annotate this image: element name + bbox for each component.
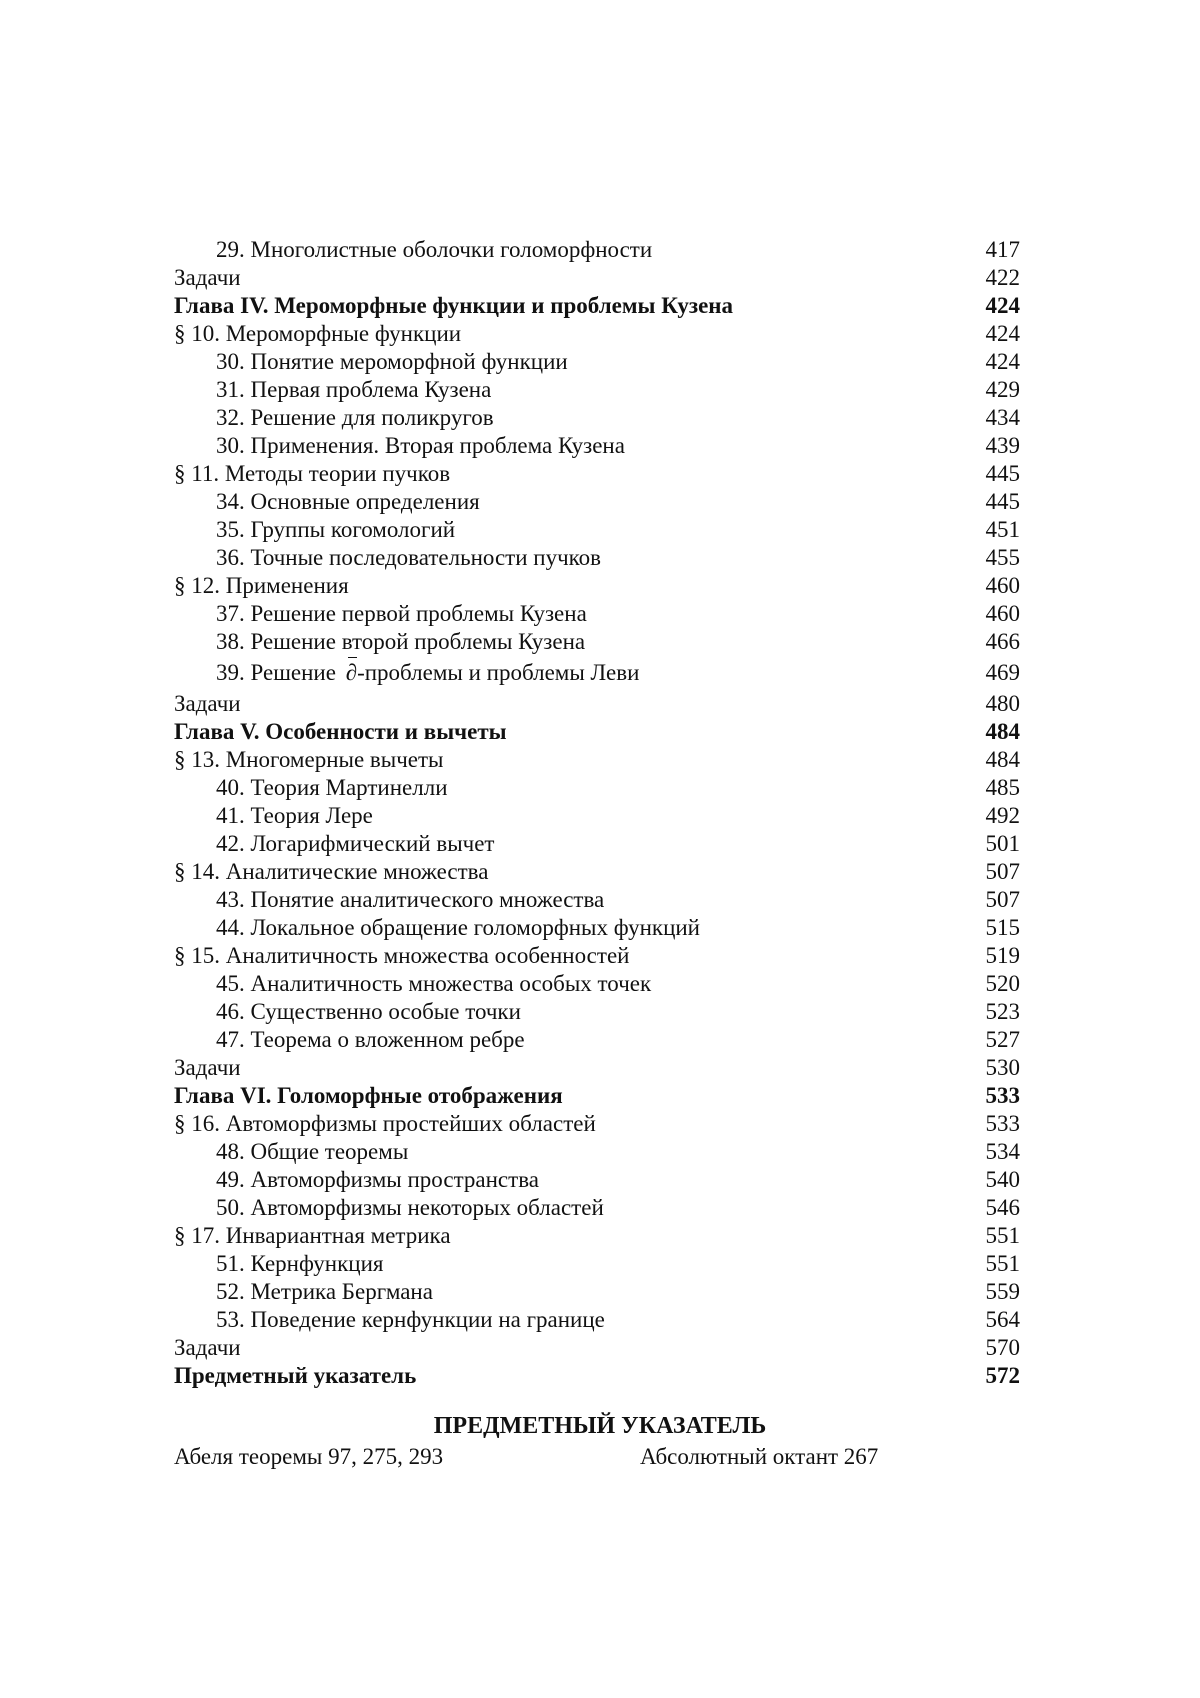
- toc-entry-text: 34. Основные определения: [216, 489, 480, 514]
- toc-entry-title: [174, 1083, 563, 1108]
- toc-entry-title: [174, 747, 444, 772]
- toc-page-number: 484: [985, 719, 1020, 744]
- toc-entry-title: [174, 971, 651, 996]
- toc-entry-text: 51. Кернфункция: [216, 1251, 384, 1276]
- toc-entry-text: 31. Первая проблема Кузена: [216, 377, 492, 402]
- toc-subsection-row: [174, 600, 1020, 628]
- toc-section-row: [174, 1222, 1020, 1250]
- toc-entry-text: 30. Понятие мероморфной функции: [216, 349, 568, 374]
- toc-subsection-row: [174, 1278, 1020, 1306]
- toc-entry-text: Задачи: [174, 691, 241, 716]
- toc-page-number: 492: [985, 803, 1020, 828]
- toc-section-row: [174, 1334, 1020, 1362]
- toc-entry-text: 47. Теорема о вложенном ребре: [216, 1027, 525, 1052]
- toc-subsection-row: [174, 432, 1020, 460]
- toc-subsection-row: [174, 830, 1020, 858]
- toc-entry-text: Глава VI. Голоморфные отображения: [174, 1083, 563, 1108]
- toc-subsection-row: [174, 516, 1020, 544]
- toc-page-number: 519: [985, 943, 1020, 968]
- toc-section-row: [174, 460, 1020, 488]
- toc-page-number: 439: [985, 433, 1020, 458]
- toc-entry-title: [174, 1027, 525, 1052]
- toc-entry-text: § 11. Методы теории пучков: [174, 461, 451, 486]
- toc-entry-text: 32. Решение для поликругов: [216, 405, 494, 430]
- dbar-symbol: ∂: [346, 656, 357, 690]
- toc-subsection-row: [174, 376, 1020, 404]
- toc-entry-title: [174, 517, 455, 542]
- toc-section-row: [174, 858, 1020, 886]
- toc-entry-title: [174, 461, 450, 486]
- toc-chapter-row: [174, 292, 1020, 320]
- toc-entry-text: 30. Применения. Вторая проблема Кузена: [216, 433, 625, 458]
- toc-entry-title: [174, 1055, 241, 1080]
- index-entry: Абеля теоремы 97, 275, 293: [174, 1444, 444, 1469]
- subject-index-entries: [174, 1441, 1020, 1473]
- toc-chapter-row: [174, 1082, 1020, 1110]
- toc-subsection-row: [174, 348, 1020, 376]
- toc-page-number: 434: [985, 405, 1020, 430]
- toc-subsection-row: [174, 774, 1020, 802]
- toc-entry-title: [174, 293, 733, 318]
- toc-entry-text: 46. Существенно особые точки: [216, 999, 521, 1024]
- toc-entry-text: 29. Многолистные оболочки голоморфности: [216, 237, 653, 262]
- toc-entry-text: 53. Поведение кернфункции на границе: [216, 1307, 605, 1332]
- toc-page-number: 523: [985, 999, 1020, 1024]
- toc-entry-title: [174, 999, 521, 1024]
- toc-page-number: 551: [985, 1223, 1020, 1248]
- toc-subsection-row: [174, 1138, 1020, 1166]
- toc-entry-text: Задачи: [174, 1335, 241, 1360]
- index-entry: Абсолютный октант 267: [640, 1444, 879, 1469]
- toc-page-number: 533: [985, 1111, 1020, 1136]
- toc-entry-text: 40. Теория Мартинелли: [216, 775, 448, 800]
- toc-entry-title: [174, 1307, 605, 1332]
- toc-page-number: 520: [985, 971, 1020, 996]
- toc-page-number: 507: [985, 859, 1020, 884]
- toc-entry-title: [174, 377, 491, 402]
- toc-page-number: 417: [985, 237, 1020, 262]
- toc-entry-text: 45. Аналитичность множества особых точек: [216, 971, 652, 996]
- toc-page-number: 530: [985, 1055, 1020, 1080]
- toc-page-number: 424: [985, 321, 1020, 346]
- toc-chapter-row: [174, 1362, 1020, 1390]
- toc-entry-text: § 17. Инвариантная метрика: [174, 1223, 451, 1248]
- toc-section-row: [174, 690, 1020, 718]
- toc-entry-title: [174, 1223, 451, 1248]
- toc-entry-text: § 10. Мероморфные функции: [174, 321, 462, 346]
- toc-entry-text: Предметный указатель: [174, 1363, 417, 1388]
- toc-page-number: 445: [985, 461, 1020, 486]
- toc-entry-text: § 12. Применения: [174, 573, 349, 598]
- toc-entry-text: 43. Понятие аналитического множества: [216, 887, 605, 912]
- toc-section-row: [174, 572, 1020, 600]
- toc-entry-title: [174, 573, 349, 598]
- toc-entry-text: Задачи: [174, 1055, 241, 1080]
- toc-entry-text: 52. Метрика Бергмана: [216, 1279, 433, 1304]
- toc-entry-title: [174, 887, 604, 912]
- toc-page-number: 460: [985, 573, 1020, 598]
- toc-entry-text: 49. Автоморфизмы пространства: [216, 1167, 539, 1192]
- toc-page-number: 534: [985, 1139, 1020, 1164]
- toc-entry-title: [174, 545, 601, 570]
- toc-subsection-row: [174, 970, 1020, 998]
- toc-subsection-row: [174, 236, 1020, 264]
- toc-entry-text: 48. Общие теоремы: [216, 1139, 409, 1164]
- toc-entry-text: 42. Логарифмический вычет: [216, 831, 495, 856]
- toc-section-row: [174, 746, 1020, 774]
- toc-page-number: 540: [985, 1167, 1020, 1192]
- toc-entry-text: 41. Теория Лере: [216, 803, 373, 828]
- toc-entry-text-continued: -проблемы и проблемы Леви: [357, 660, 640, 685]
- toc-subsection-row: [174, 1166, 1020, 1194]
- toc-page-number: 469: [985, 660, 1020, 685]
- toc-page-number: 533: [985, 1083, 1020, 1108]
- toc-entry-text: 36. Точные последовательности пучков: [216, 545, 602, 570]
- toc-entry-text: Глава V. Особенности и вычеты: [174, 719, 507, 744]
- toc-page-number: 445: [985, 489, 1020, 514]
- toc-section-row: [174, 942, 1020, 970]
- toc-entry-title: [174, 1167, 539, 1192]
- toc-entry-text: 50. Автоморфизмы некоторых областей: [216, 1195, 604, 1220]
- toc-page-number: 527: [985, 1027, 1020, 1052]
- toc-subsection-row: [174, 998, 1020, 1026]
- toc-subsection-row: [174, 1026, 1020, 1054]
- toc-entry-text: Глава IV. Мероморфные функции и проблемы Кузена: [174, 293, 734, 318]
- toc-page-number: 572: [985, 1363, 1020, 1388]
- toc-page-number: 570: [985, 1335, 1020, 1360]
- toc-subsection-row: [174, 488, 1020, 516]
- toc-subsection-row: [174, 628, 1020, 656]
- toc-page-number: 564: [985, 1307, 1020, 1332]
- toc-page-number: 429: [985, 377, 1020, 402]
- toc-entry-title: [174, 775, 448, 800]
- toc-entry-text: 37. Решение первой проблемы Кузена: [216, 601, 587, 626]
- toc-page-number: 485: [985, 775, 1020, 800]
- toc-entry-title: [174, 1111, 596, 1136]
- toc-entry-title: [174, 265, 241, 290]
- toc-entry-title: [174, 349, 568, 374]
- toc-entry-text: Задачи: [174, 265, 241, 290]
- toc-entry-title: [174, 943, 629, 968]
- toc-section-row: [174, 264, 1020, 292]
- toc-chapter-row: [174, 718, 1020, 746]
- toc-page-number: 484: [985, 747, 1020, 772]
- toc-subsection-row: [174, 886, 1020, 914]
- toc-page-number: 424: [985, 349, 1020, 374]
- toc-subsection-row: [174, 914, 1020, 942]
- toc-entry-title: [174, 237, 652, 262]
- toc-entry-text: § 15. Аналитичность множества особенностей: [174, 943, 630, 968]
- toc-entry-text: 39. Решение: [216, 660, 336, 685]
- toc-entry-title: [174, 1279, 433, 1304]
- toc-subsection-row: [174, 1194, 1020, 1222]
- toc-entry-title: [174, 691, 241, 716]
- toc-entry-text: § 13. Многомерные вычеты: [174, 747, 444, 772]
- toc-entry-title: [174, 489, 480, 514]
- subject-index-heading: ПРЕДМЕТНЫЙ УКАЗАТЕЛЬ: [433, 1413, 767, 1439]
- toc-entry-title: [174, 1363, 416, 1388]
- toc-entry-title: [174, 859, 488, 884]
- toc-page-number: 551: [985, 1251, 1020, 1276]
- toc-entry-title: [174, 803, 373, 828]
- toc-entry-title: [174, 1195, 604, 1220]
- toc-entry-text: § 14. Аналитические множества: [174, 859, 489, 884]
- toc-entry-title: [174, 1335, 241, 1360]
- toc-entry-text: 44. Локальное обращение голоморфных функций: [216, 915, 700, 940]
- toc-entry-text: 38. Решение второй проблемы Кузена: [216, 629, 586, 654]
- toc-page-number: 455: [985, 545, 1020, 570]
- toc-entry-title: [174, 1139, 408, 1164]
- toc-section-row: [174, 1054, 1020, 1082]
- toc-subsection-row: [174, 544, 1020, 572]
- toc-page-number: 480: [985, 691, 1020, 716]
- toc-entry-title: [174, 915, 700, 940]
- toc-entry-title: [174, 719, 507, 744]
- toc-section-row: [174, 320, 1020, 348]
- toc-entry-title: [174, 1251, 384, 1276]
- toc-subsection-row: [174, 404, 1020, 432]
- toc-page-number: 424: [985, 293, 1020, 318]
- toc-entry-text: § 16. Автоморфизмы простейших областей: [174, 1111, 596, 1136]
- toc-entry-title: [174, 601, 587, 626]
- toc-subsection-row: [174, 1306, 1020, 1334]
- table-of-contents: [174, 236, 1020, 1390]
- toc-page-number: 515: [985, 915, 1020, 940]
- toc-entry-title: [174, 405, 494, 430]
- toc-subsection-row: [174, 656, 1020, 690]
- toc-entry-title: [174, 831, 494, 856]
- toc-entry-title: [174, 433, 625, 458]
- toc-page-number: 559: [985, 1279, 1020, 1304]
- toc-page-number: 507: [985, 887, 1020, 912]
- toc-entry-title: [174, 660, 639, 685]
- toc-subsection-row: [174, 1250, 1020, 1278]
- toc-entry-title: [174, 629, 585, 654]
- toc-entry-title: [174, 321, 461, 346]
- toc-page-number: 501: [985, 831, 1020, 856]
- toc-page-number: 422: [985, 265, 1020, 290]
- toc-page-number: 466: [985, 629, 1020, 654]
- toc-page-number: 451: [985, 517, 1020, 542]
- toc-page-number: 460: [985, 601, 1020, 626]
- toc-subsection-row: [174, 802, 1020, 830]
- toc-page-number: 546: [985, 1195, 1020, 1220]
- toc-section-row: [174, 1110, 1020, 1138]
- toc-entry-text: 35. Группы когомологий: [216, 517, 456, 542]
